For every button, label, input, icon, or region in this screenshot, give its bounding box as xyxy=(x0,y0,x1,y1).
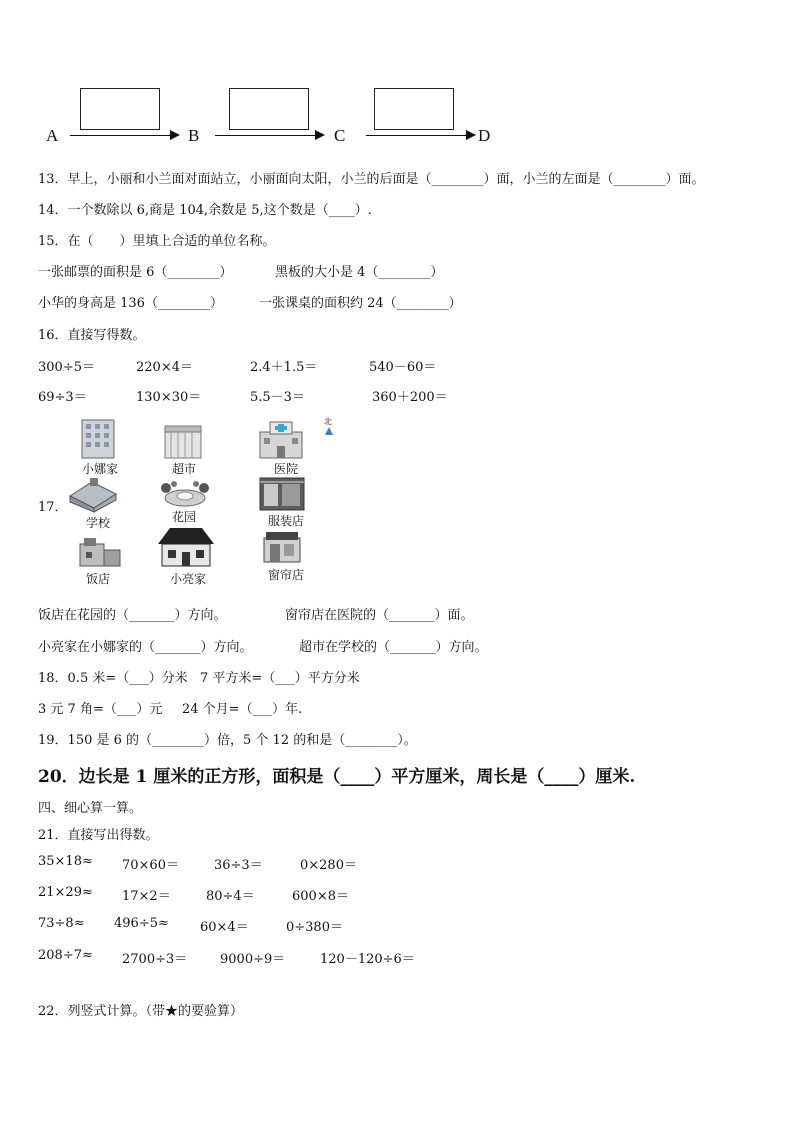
answer-box-1[interactable] xyxy=(80,88,160,130)
question-15-b: 黑板的大小是 4（________） xyxy=(275,265,444,280)
calc-16-2-1: 69÷3＝ xyxy=(38,390,87,405)
answer-box-3[interactable] xyxy=(374,88,454,130)
question-15-c: 小华的身高是 136（________） xyxy=(38,296,223,311)
question-15-a: 一张邮票的面积是 6（________） xyxy=(38,265,233,280)
question-17-a: 饭店在花园的（_______）方向。 xyxy=(38,608,227,623)
answer-box-2[interactable] xyxy=(229,88,309,130)
question-17-b: 窗帘店在医院的（_______）面。 xyxy=(285,608,474,623)
calc-21-2-4: 600×8＝ xyxy=(292,889,349,904)
question-18-a: 18．0.5 米=（___）分米 xyxy=(38,671,188,686)
supermarket-icon xyxy=(162,424,206,460)
question-18-c: 3 元 7 角=（___）元 xyxy=(38,702,163,717)
calc-21-2-2: 17×2＝ xyxy=(122,889,171,904)
question-16-title: 16．直接写得数。 xyxy=(38,328,146,343)
arrow-1 xyxy=(70,135,170,136)
question-17-d: 超市在学校的（_______）方向。 xyxy=(299,640,488,655)
calc-16-2-4: 360＋200＝ xyxy=(372,390,448,405)
calc-21-1-3: 36÷3＝ xyxy=(214,858,263,873)
place-label-supermarket: 超市 xyxy=(171,462,196,476)
question-15-d: 一张课桌的面积约 24（________） xyxy=(259,296,462,311)
arrow-2 xyxy=(215,135,315,136)
calc-21-3-3: 60×4＝ xyxy=(200,920,249,935)
hospital-icon xyxy=(258,418,304,460)
place-label-clothing-store: 服装店 xyxy=(267,514,304,528)
arrow-head-2 xyxy=(315,130,325,140)
calc-21-4-3: 9000÷9＝ xyxy=(220,952,286,967)
calc-21-4-4: 120－120÷6＝ xyxy=(320,952,415,967)
question-14: 14．一个数除以 6,商是 104,余数是 5,这个数是（____）. xyxy=(38,203,372,218)
question-15-title: 15．在（ ）里填上合适的单位名称。 xyxy=(38,234,276,249)
question-17-num: 17． xyxy=(38,500,68,515)
point-d: D xyxy=(478,126,491,145)
calc-21-3-2: 496÷5≈ xyxy=(114,916,169,931)
place-label-curtain-store: 窗帘店 xyxy=(267,568,304,582)
north-arrow-icon xyxy=(324,426,334,436)
question-17-c: 小亮家在小娜家的（_______）方向。 xyxy=(38,640,253,655)
home-xiaona-icon xyxy=(78,416,120,460)
calc-16-1-2: 220×4＝ xyxy=(136,360,193,375)
calc-21-2-3: 80÷4＝ xyxy=(206,889,255,904)
clothing-store-icon xyxy=(258,476,306,512)
question-19: 19．150 是 6 的（________）倍，5 个 12 的和是（________）。 xyxy=(38,733,417,748)
calc-21-1-2: 70×60＝ xyxy=(122,858,179,873)
calc-16-1-1: 300÷5＝ xyxy=(38,360,95,375)
garden-icon xyxy=(160,478,210,508)
curtain-store-icon xyxy=(262,530,302,564)
compass-label: 北 xyxy=(324,417,332,426)
calc-21-4-2: 2700÷3＝ xyxy=(122,952,188,967)
question-18-d: 24 个月=（___）年. xyxy=(182,702,303,717)
question-13: 13．早上，小丽和小兰面对面站立，小丽面向太阳，小兰的后面是（________）面，小兰的左面是（________）面。 xyxy=(38,172,705,187)
point-c: C xyxy=(334,126,346,145)
calc-16-2-2: 130×30＝ xyxy=(136,390,202,405)
calc-16-1-3: 2.4＋1.5＝ xyxy=(250,360,318,375)
calc-16-1-4: 540－60＝ xyxy=(369,360,437,375)
place-label-xiaona: 小娜家 xyxy=(81,462,118,476)
calc-21-1-4: 0×280＝ xyxy=(300,858,357,873)
place-label-school: 学校 xyxy=(85,516,110,530)
place-label-xiaoliang: 小亮家 xyxy=(169,572,206,586)
place-label-restaurant: 饭店 xyxy=(85,572,110,586)
question-18-b: 7 平方米=（___）平方分米 xyxy=(200,671,360,686)
arrow-head-3 xyxy=(466,130,476,140)
point-b: B xyxy=(188,126,200,145)
calc-21-1-1: 35×18≈ xyxy=(38,854,93,869)
restaurant-icon xyxy=(76,534,124,570)
home-xiaoliang-icon xyxy=(156,526,216,570)
calc-21-2-1: 21×29≈ xyxy=(38,885,93,900)
arrow-3 xyxy=(366,135,466,136)
place-label-garden: 花园 xyxy=(171,510,196,524)
calc-21-3-1: 73÷8≈ xyxy=(38,916,85,931)
question-20: 20．边长是 1 厘米的正方形，面积是（____）平方厘米，周长是（____）厘米. xyxy=(38,767,636,787)
section-4-title: 四、细心算一算。 xyxy=(38,801,143,816)
question-22: 22．列竖式计算。（带★的要验算） xyxy=(38,1004,244,1019)
calc-16-2-3: 5.5－3＝ xyxy=(250,390,305,405)
point-a: A xyxy=(46,126,59,145)
calc-21-4-1: 208÷7≈ xyxy=(38,948,93,963)
arrow-head-1 xyxy=(170,130,180,140)
question-21-title: 21．直接写出得数。 xyxy=(38,828,159,843)
school-icon xyxy=(66,476,120,514)
place-label-hospital: 医院 xyxy=(273,462,298,476)
calc-21-3-4: 0÷380＝ xyxy=(286,920,343,935)
